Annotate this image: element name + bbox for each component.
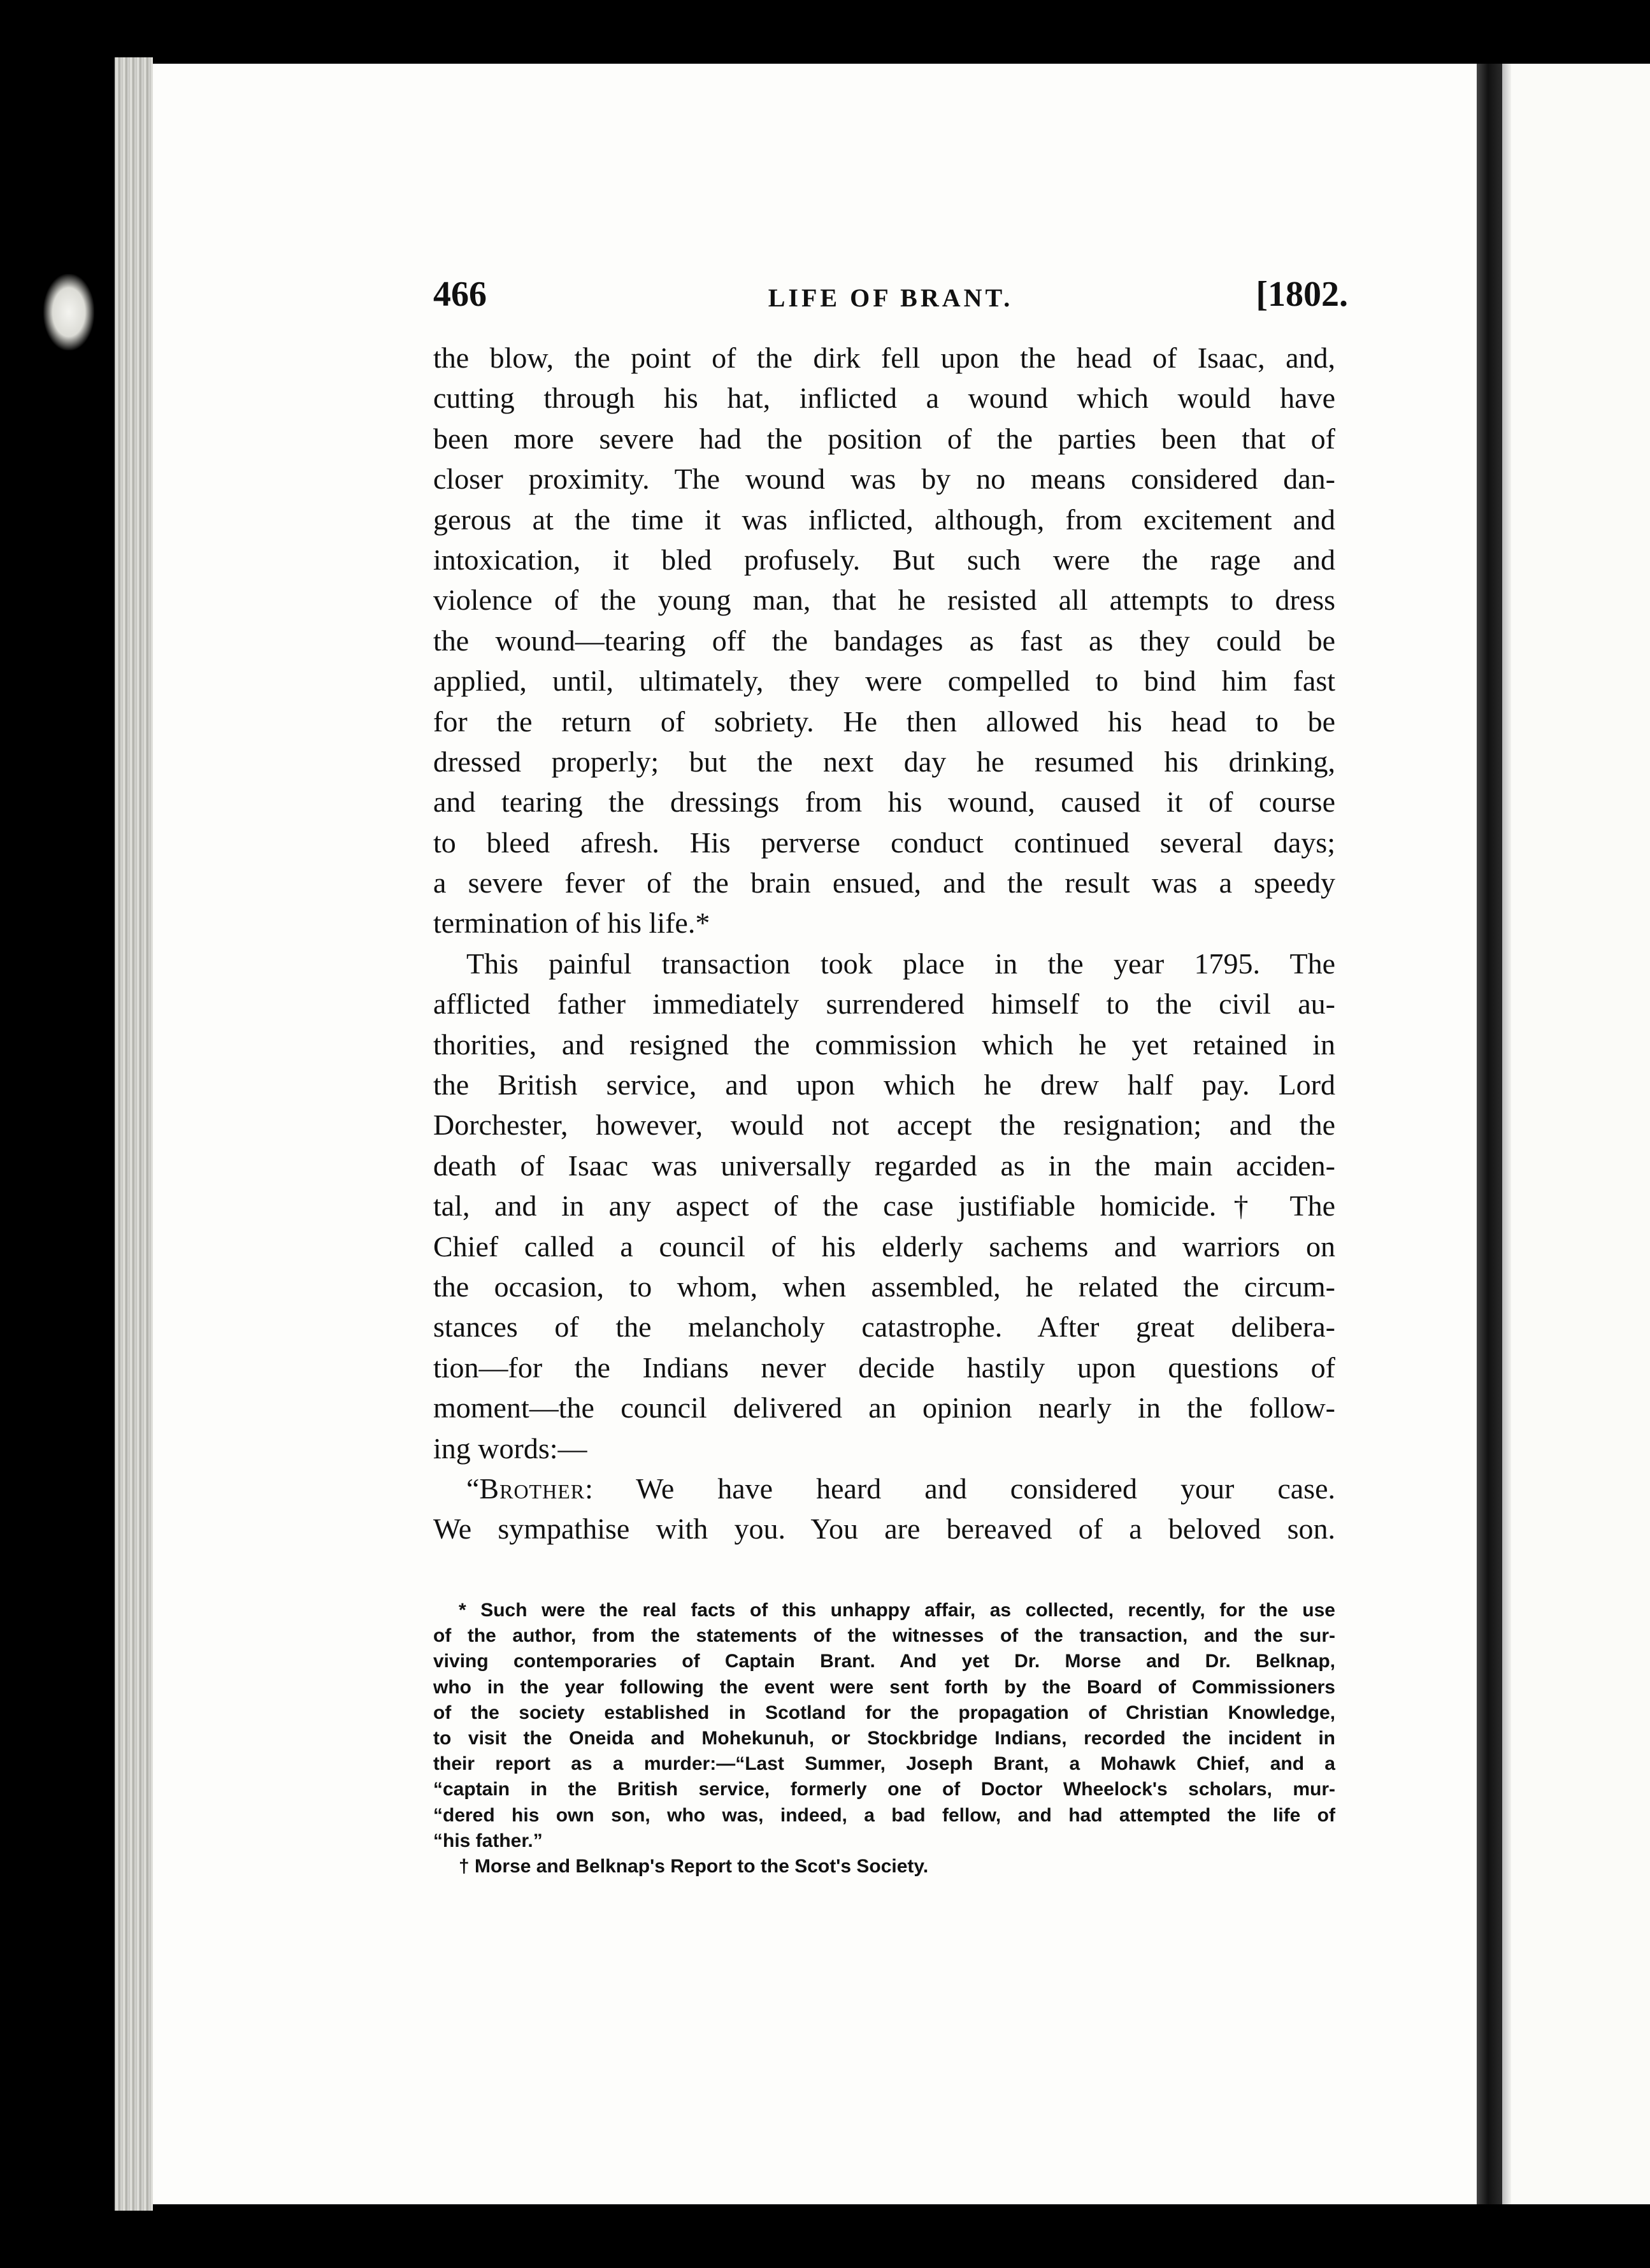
quote-line xyxy=(433,1468,1335,1509)
text-line: tion—for the Indians never decide hastily upon questions of xyxy=(433,1351,1335,1384)
text-line: been more severe had the position of the parties been that of xyxy=(433,422,1335,455)
text-line: dressed properly; but the next day he resumed his drinking, xyxy=(433,745,1335,778)
text-line: Chief called a council of his elderly sachems and warriors on xyxy=(433,1230,1335,1263)
footnote-line: viving contemporaries of Captain Brant. And yet Dr. Morse and Dr. Belknap, xyxy=(433,1651,1335,1672)
text-line: for the return of sobriety. He then allowed his head to be xyxy=(433,705,1335,738)
text-line: and tearing the dressings from his wound, caused it of course xyxy=(433,786,1335,819)
footnote-line: their report as a murder:—“Last Summer, Joseph Brant, a Mohawk Chief, and a xyxy=(433,1753,1335,1775)
adjacent-page-edge xyxy=(1502,64,1511,2204)
running-title: LIFE OF BRANT. xyxy=(768,284,1014,312)
text-line: stances of the melancholy catastrophe. After great delibera- xyxy=(433,1310,1335,1344)
page-stack-edge xyxy=(115,57,153,2211)
text-line: the blow, the point of the dirk fell upon the head of Isaac, and, xyxy=(433,341,1335,374)
text-line: thorities, and resigned the commission which he yet retained in xyxy=(433,1028,1335,1061)
text-line: Dorchester, however, would not accept the resignation; and the xyxy=(433,1109,1335,1142)
footnote-line: of the society established in Scotland for the propagation of Christian Knowledge, xyxy=(433,1702,1335,1723)
binding-gutter xyxy=(1477,64,1502,2204)
text-line: to bleed afresh. His perverse conduct continued several days; xyxy=(433,826,1335,859)
text-line: termination of his life.* xyxy=(433,907,710,940)
text-line: a severe fever of the brain ensued, and the result was a speedy xyxy=(433,866,1335,900)
footnote-line: who in the year following the event were sent forth by the Board of Commissioners xyxy=(433,1676,1335,1698)
page-number: 466 xyxy=(433,275,487,314)
footnote-line: “his father.” xyxy=(433,1830,543,1851)
main-text xyxy=(433,338,1335,1549)
footnote-line: “captain in the British service, formerly one of Doctor Wheelock's scholars, mur- xyxy=(433,1779,1335,1800)
text-line: death of Isaac was universally regarded as in the main acciden- xyxy=(433,1149,1335,1182)
page-header xyxy=(433,274,1348,325)
footnotes xyxy=(433,1598,1335,1879)
text-line: We sympathise with you. You are bereaved of a beloved son. xyxy=(433,1512,1335,1546)
paper-blemish xyxy=(43,274,94,350)
adjacent-page xyxy=(1502,64,1650,2204)
footnote-line: * Such were the real facts of this unhappy affair, as collected, recently, for the use xyxy=(459,1600,1335,1621)
text-line: violence of the young man, that he resisted all attempts to dress xyxy=(433,584,1335,617)
text-line: afflicted father immediately surrendered himself to the civil au- xyxy=(433,987,1335,1021)
text-line: the British service, and upon which he drew half pay. Lord xyxy=(433,1068,1335,1102)
footnote-line: “dered his own son, who was, indeed, a bad fellow, and had attempted the life of xyxy=(433,1804,1335,1826)
page-year: [1802. xyxy=(1256,275,1348,314)
quote-text: : We have heard and considered your case. xyxy=(585,1472,1335,1505)
text-line: the wound—tearing off the bandages as fast as they could be xyxy=(433,624,1335,657)
text-line: gerous at the time it was inflicted, although, from excitement and xyxy=(433,503,1335,536)
quote-salutation: Brother xyxy=(479,1472,585,1505)
text-line: intoxication, it bled profusely. But such were the rage and xyxy=(433,543,1335,576)
footnote-line: † Morse and Belknap's Report to the Scot's Society. xyxy=(459,1855,929,1877)
text-line: applied, until, ultimately, they were compelled to bind him fast xyxy=(433,664,1335,698)
text-line: cutting through his hat, inflicted a wound which would have xyxy=(433,382,1335,415)
text-line: closer proximity. The wound was by no means considered dan- xyxy=(433,463,1335,496)
open-quote: “ xyxy=(466,1472,480,1505)
text-line: tal, and in any aspect of the case justifiable homicide.† The xyxy=(433,1189,1335,1223)
text-line: moment—the council delivered an opinion nearly in the follow- xyxy=(433,1391,1335,1425)
footnote-line: to visit the Oneida and Mohekunuh, or Stockbridge Indians, recorded the incident in xyxy=(433,1727,1335,1749)
text-line: ing words:— xyxy=(433,1432,587,1465)
footnote-line: of the author, from the statements of the witnesses of the transaction, and the sur- xyxy=(433,1625,1335,1647)
text-line: This painful transaction took place in the year 1795. The xyxy=(466,947,1335,980)
text-line: the occasion, to whom, when assembled, he related the circum- xyxy=(433,1270,1335,1303)
